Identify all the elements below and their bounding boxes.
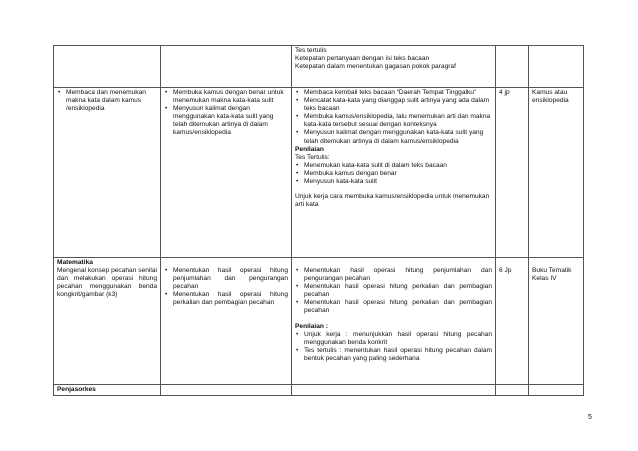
cell-empty [496, 385, 529, 396]
cell-empty [529, 46, 584, 88]
cell-empty [54, 46, 161, 88]
text-line: Tes tertulis [295, 47, 327, 54]
list-item: • Menentukan hasil operasi hitung perkalian dan pembagian pecahan [304, 299, 492, 315]
cell-time [496, 258, 529, 385]
syllabus-table [53, 45, 584, 396]
subject-title: Matematika [57, 259, 93, 266]
bullet-list [295, 267, 492, 316]
cell-empty [161, 46, 292, 88]
learning-source: Kamus atau ensiklopedia [532, 89, 569, 105]
bullet-list [295, 331, 492, 363]
list-item: • Membaca dan menemukan makna kata dalam kamus /ensiklopedia [66, 89, 157, 113]
cell-empty [292, 385, 496, 396]
cell-subject [54, 385, 161, 396]
list-item: • Membuka kamus/ensiklopedia, lalu menemukan arti dan makna kata-kata tersebut sesuai dengan konteksnya [304, 113, 492, 129]
tes-label: Tes Tertulis: [295, 153, 330, 161]
cell-empty [529, 385, 584, 396]
list-item: • Menentukan hasil operasi hitung perkalian dan pembagian pecahan [304, 283, 492, 299]
list-item: • Menemukan kata-kata sulit di dalam teks bacaan [304, 162, 492, 170]
bullet-list [295, 89, 492, 146]
bullet-list [295, 162, 492, 186]
table-row [54, 46, 584, 88]
list-item: • Membaca kembali teks bacaan “Daerah Tempat Tinggalku” [304, 89, 492, 97]
list-item: • Membuka kamus dengan benar [304, 170, 492, 178]
cell-time [496, 88, 529, 258]
penilaian-heading: Penilaian : [295, 322, 328, 330]
list-item: • Membuka kamus dengan benar untuk menemukan makna kata-kata sulit [173, 89, 288, 105]
penilaian-heading: Penilaian [295, 145, 324, 153]
learning-source: Buku Tematik Kelas IV [532, 267, 572, 283]
unjuk-kerja-text: Unjuk kerja cara membuka kamus/ensiklopedia untuk menemukan arti kata [295, 193, 490, 209]
list-item: • Tes tertulis : menentukan hasil operasi hitung pecahan dalam bentuk pecahan yang paling sederhana [304, 347, 492, 363]
cell-indicators [161, 88, 292, 258]
time-allocation: 6 Jp [499, 267, 512, 274]
bullet-list [164, 89, 288, 138]
competency-text: Mengenal konsep pecahan senilai dan melakukan operasi hitung pecahan menggunakan benda kongkrit/gambar (k3) [57, 267, 157, 299]
table-row [54, 385, 584, 396]
list-item: • Menyusun kata-kata sulit [304, 178, 492, 186]
bullet-list [57, 89, 157, 113]
text-line: Ketepatan pertanyaan dengan isi teks bacaan [295, 55, 430, 63]
table-row [54, 88, 584, 258]
bullet-list [164, 267, 288, 307]
cell-competency [54, 88, 161, 258]
cell-empty [496, 46, 529, 88]
list-item: • Unjuk kerja : menunjukkan hasil operasi hitung pecahan menggunakan benda konkrit [304, 331, 492, 347]
table-row [54, 258, 584, 385]
list-item: • Mencatat kata-kata yang dianggap sulit artinya yang ada dalam teks bacaan [304, 97, 492, 113]
cell-source [529, 88, 584, 258]
cell-assessment [292, 46, 496, 88]
cell-source [529, 258, 584, 385]
cell-activities [292, 88, 496, 258]
cell-competency [54, 258, 161, 385]
subject-title: Penjasorkes [57, 386, 96, 393]
list-item: • Menentukan hasil operasi hitung perkalian dan pembagian pecahan [173, 291, 288, 307]
text-line: Ketepatan dalam menentukan gagasan pokok paragraf [295, 63, 456, 71]
cell-activities [292, 258, 496, 385]
list-item: • Menyusun kalimat dengan menggunakan kata-kata sulit yang telah ditemukan artinya di dalam kamus/ensiklopedia [173, 105, 288, 137]
list-item: • Menentukan hasil operasi hitung penjumlahan dan pengurangan pecahan [304, 267, 492, 283]
cell-indicators [161, 258, 292, 385]
cell-empty [161, 385, 292, 396]
list-item: • Menentukan hasil operasi hitung penjumlahan dan pengurangan pecahan [173, 267, 288, 291]
time-allocation: 4 jp [499, 89, 510, 96]
page-number: 5 [588, 414, 592, 421]
list-item: • Menyusun kalimat dengan menggunakan kata-kata sulit yang telah ditemukan artinya di dalam kamus/ensiklopedia [304, 129, 492, 145]
